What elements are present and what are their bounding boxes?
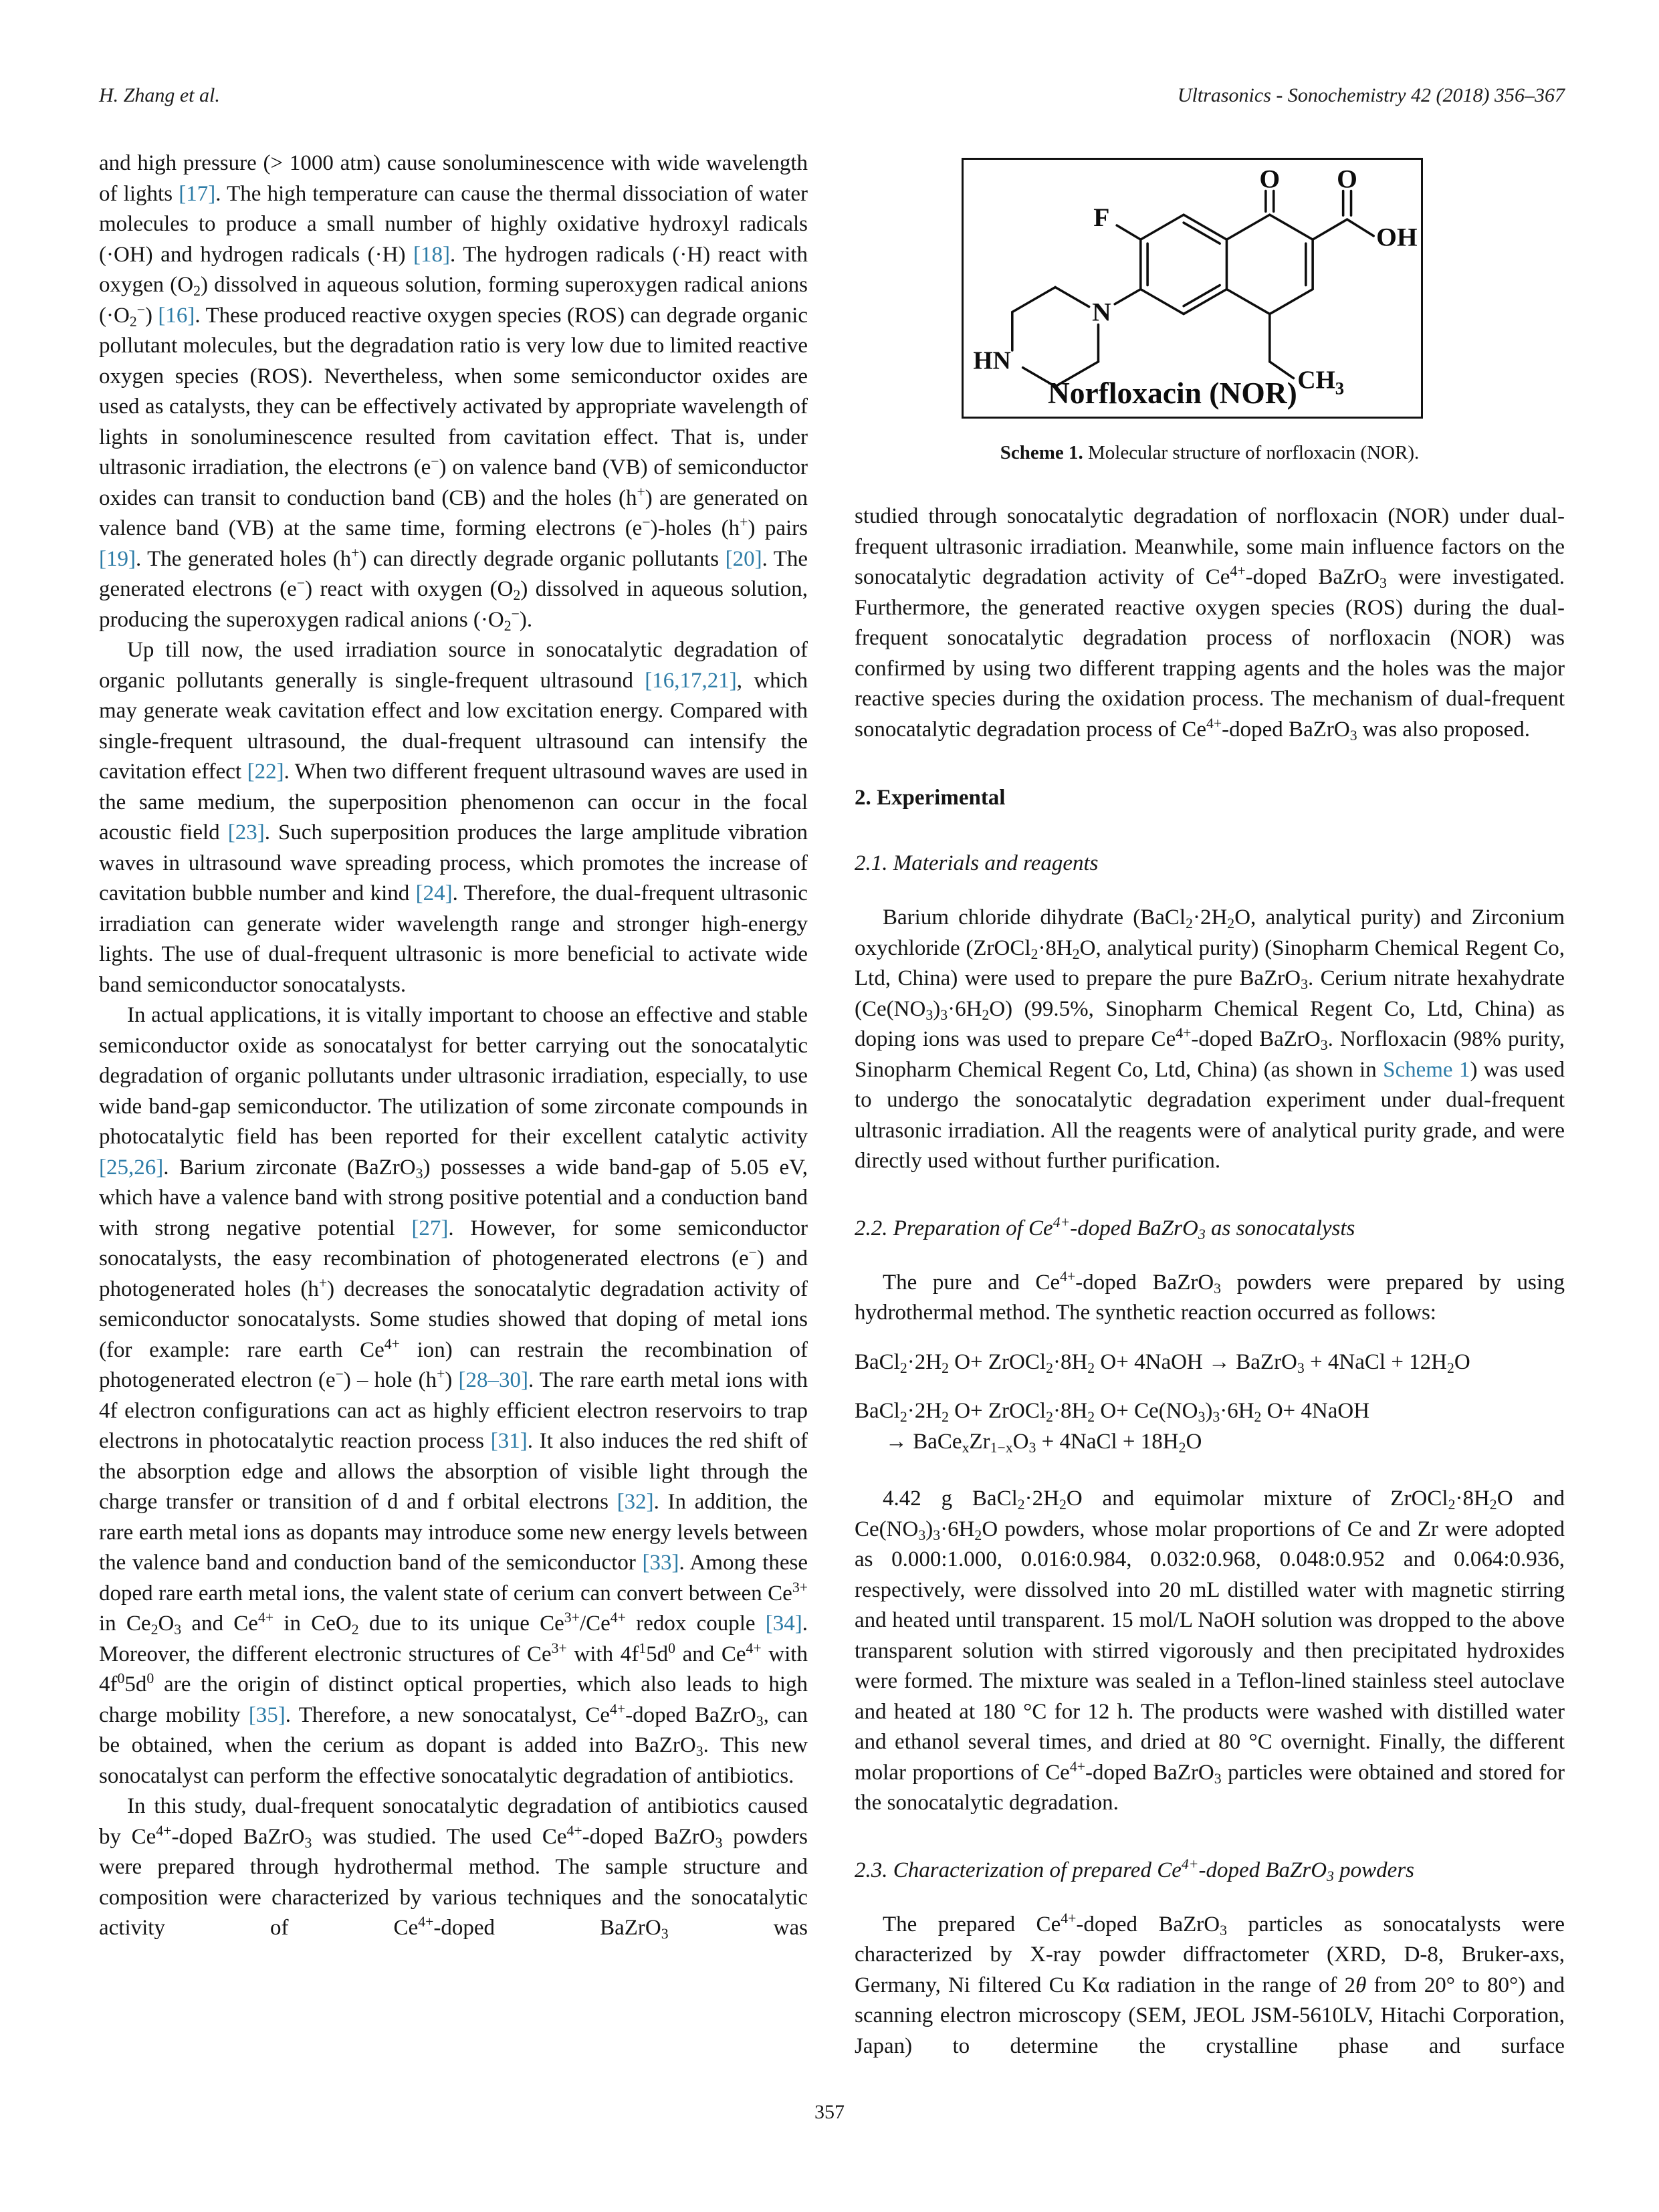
scheme-1-figure bbox=[855, 158, 1565, 465]
citation-link[interactable]: [34] bbox=[765, 1612, 802, 1636]
reaction-equation-1: $BaCl_2\cdot 2H_2$ $O+ ZrOCl_2\cdot 8H_2$ O+ 4NaOH → BaZrO$_3$ + 4NaCl + $12H_2O$ bbox=[855, 1349, 1470, 1376]
paragraph-sonoluminescence: and high pressure (> 1000 atm) cause sonoluminescence with wide wavelength of lights [17]. The high temperature can cause the thermal dissociation of water molecules to produce a small number of highly oxidative hydroxyl radicals (·OH) and hydrogen radicals (·H) [18]. The hydrogen radicals (·H) react with oxygen $(O_2)$ dissolved in aqueous solution, forming superoxygen radical anions $(\cdot O_2^-)$ [16]. These produced reactive oxygen species (ROS) can degrade organic pollutant molecules, but the degradation ratio is very low due to limited reactive oxygen species (ROS). Nevertheless, when some semiconductor oxides are used as catalysts, they can be effectively activated by appropriate wavelength of lights in sonoluminescence resulted from cavitation effect. That is, under ultrasonic irradiation, the electrons (e−) on valence band (VB) of semiconductor oxides can transit to conduction band (CB) and the holes (h+) are generated on valence band (VB) at the same time, forming electrons (e−)-holes (h+) pairs [19]. The generated holes (h+) can directly degrade organic pollutants [20]. The generated electrons (e−) react with oxygen $(O_2)$ dissolved in aqueous solution, producing the superoxygen radical anions $(\cdot O_2^-)$. bbox=[99, 151, 808, 634]
running-head-authors: H. Zhang et al. bbox=[99, 84, 220, 106]
citation-link[interactable]: [24] bbox=[415, 881, 453, 905]
ethyl-group bbox=[1270, 314, 1294, 378]
citation-link[interactable]: [17] bbox=[179, 181, 216, 206]
ketone-group bbox=[1266, 191, 1274, 212]
paragraph-in-this-study: In this study, dual-frequent sonocatalytic degradation of antibiotics caused by $Ce^{4+}$-doped BaZrO$_3$ was studied. The used $Ce^{4+}$-doped BaZrO$_3$ powders were prepared through hydrothermal method. The sample structure and composition were characterized by various techniques and the sonocatalytic activity of $Ce^{4+}$-doped BaZrO$_3$ was bbox=[99, 1794, 808, 1943]
benzene-ring bbox=[1141, 215, 1227, 314]
paragraph-up-till-now: Up till now, the used irradiation source in sonocatalytic degradation of organic pollutants generally is single-frequent ultrasound [16,17,21], which may generate weak cavitation effect and low excitation energy. Compared with single-frequent ultrasound, the dual-frequent ultrasound can intensify the cavitation effect [22]. When two different frequent ultrasound waves are used in the same medium, the superposition phenomenon can occur in the focal acoustic field [23]. Such superposition produces the large amplitude vibration waves in ultrasound wave spreading process, which promotes the increase of cavitation bubble number and kind [24]. Therefore, the dual-frequent ultrasonic irradiation can generate wider wavelength range and stronger high-energy lights. The use of dual-frequent ultrasonic is more beneficial to activate wide band semiconductor sonocatalysts. bbox=[99, 638, 808, 997]
citation-link[interactable]: [22] bbox=[247, 760, 284, 784]
section-2-heading: 2. Experimental bbox=[855, 786, 1006, 810]
running-head-journal: Ultrasonics - Sonochemistry 42 (2018) 356–367 bbox=[1177, 84, 1565, 106]
carboxylic-acid-group bbox=[1313, 191, 1373, 240]
scheme-molecule-box bbox=[962, 158, 1423, 419]
fluorine-label: F bbox=[1093, 202, 1110, 232]
pyridinone-ring bbox=[1226, 215, 1313, 314]
amine-label: HN bbox=[973, 346, 1011, 375]
paragraph-materials-reagents: Barium chloride dihydrate ($BaCl_2\cdot 2H_2O$, analytical purity) and Zirconium oxychloride ($ZrOCl_2\cdot 8H_2O$, analytical purity) (Sinopharm Chemical Regent Co, Ltd, China) were used to prepare the pure BaZrO$_3$. Cerium nitrate hexahydrate $(Ce(NO_3)_3\cdot 6H_2O)$ (99.5%, Sinopharm Chemical Regent Co, Ltd, China) as doping ions was used to prepare $Ce^{4+}$-doped BaZrO$_3$. Norfloxacin (98% purity, Sinopharm Chemical Regent Co, Ltd, China) (as shown in Scheme 1) was used to undergo the sonocatalytic degradation experiment under dual-frequent ultrasonic irradiation. All the reagents were of analytical purity grade, and were directly used without further purification. bbox=[855, 905, 1565, 1173]
reaction-equation-2-line2: → $BaCe_xZr_{1-x}O_3$ + 4NaCl + $18H_2O$ bbox=[885, 1429, 1202, 1456]
section-2-1-heading: 2.1. Materials and reagents bbox=[855, 851, 1099, 875]
norfloxacin-structure-diagram bbox=[964, 160, 1421, 417]
molecule-name-label: Norfloxacin (NOR) bbox=[1047, 376, 1297, 411]
citation-link[interactable]: [27] bbox=[411, 1216, 449, 1240]
citation-link[interactable]: [25,26] bbox=[99, 1155, 164, 1180]
scheme-caption bbox=[855, 440, 1565, 465]
ketone-oxygen-label: O bbox=[1259, 164, 1281, 194]
citation-link[interactable]: [23] bbox=[227, 820, 265, 845]
citation-link[interactable]: [32] bbox=[617, 1490, 654, 1514]
reaction-equation-2-line1: $BaCl_2\cdot 2H_2$ $O+ ZrOCl_2\cdot 8H_2$ $O+ Ce(NO_3)_3\cdot 6H_2$ O+ 4NaOH bbox=[855, 1399, 1370, 1426]
acid-oxygen-label: O bbox=[1337, 164, 1357, 194]
paragraph-characterization: The prepared $Ce^{4+}$-doped BaZrO$_3$ particles as sonocatalysts were characterized by X-ray powder diffractometer (XRD, D-8, Bruker-axs, Germany, Ni filtered Cu Kα radiation in the range of 2θ from 20° to 80°) and scanning electron microscopy (SEM, JEOL JSM-5610LV, Hitachi Corporation, Japan) to determine the crystalline phase and surface bbox=[855, 1910, 1565, 2058]
left-column bbox=[99, 148, 808, 1944]
nitrogen-label: N bbox=[1092, 297, 1111, 327]
paragraph-studied-through: studied through sonocatalytic degradation of norfloxacin (NOR) under dual-frequent ultrasonic irradiation. Meanwhile, some main influence factors on the sonocatalytic degradation activity of $Ce^{4+}$-doped BaZrO$_3$ were investigated. Furthermore, the generated reactive oxygen species (ROS) during the dual-frequent sonocatalytic degradation process of norfloxacin (NOR) was confirmed by using two different trapping agents and the holes was the major reactive species during the oxidation process. The mechanism of dual-frequent sonocatalytic degradation process of $Ce^{4+}$-doped BaZrO$_3$ was also proposed. bbox=[855, 504, 1565, 744]
piperazine-ring bbox=[1012, 288, 1141, 386]
paragraph-preparation-body: 4.42 g $BaCl_2\cdot 2H_2O$ and equimolar mixture of $ZrOCl_2\cdot 8H_2O$ and $Ce(NO_3)_3\cdot 6H_2O$ powders, whose molar proportions of Ce and Zr were adopted as 0.000:1.000, 0.016:0.984, 0.032:0.968, 0.048:0.952 and 0.064:0.936, respectively, were dissolved into 20 mL distilled water with magnetic stirring and heated until transparent. 15 mol/L NaOH solution was dropped to the above transparent solution with stirred vigorously and then precipitated hydroxides were formed. The mixture was sealed in a Teflon-lined stainless steel autoclave and heated at 180 °C for 12 h. The products were washed with distilled water and ethanol several times, and dried at 80 °C overnight. Finally, the different molar proportions of $Ce^{4+}$-doped BaZrO$_3$ particles were obtained and stored for the sonocatalytic degradation. bbox=[855, 1486, 1565, 1815]
hydroxyl-label: OH bbox=[1376, 222, 1418, 252]
citation-link[interactable]: [18] bbox=[413, 242, 450, 267]
citation-link[interactable]: [19] bbox=[99, 546, 136, 571]
citation-link[interactable]: [16,17,21] bbox=[645, 668, 737, 693]
citation-link[interactable]: [20] bbox=[725, 546, 762, 571]
paragraph-preparation-intro: The pure and $Ce^{4+}$-doped BaZrO$_3$ powders were prepared by using hydrothermal method. The synthetic reaction occurred as follows: bbox=[855, 1268, 1565, 1325]
fluorine-bond bbox=[1117, 225, 1141, 239]
scheme-caption-text: Molecular structure of norfloxacin (NOR). bbox=[1083, 442, 1420, 463]
citation-link[interactable]: [16] bbox=[158, 303, 195, 328]
citation-link[interactable]: [33] bbox=[642, 1551, 679, 1575]
citation-link[interactable]: [31] bbox=[490, 1429, 528, 1453]
paragraph-in-actual-applications: In actual applications, it is vitally important to choose an effective and stable semiconductor oxide as sonocatalyst for better carrying out the sonocatalytic degradation of organic pollutants under ultrasonic irradiation, especially, to use wide band-gap semiconductor. The utilization of some zirconate compounds in photocatalytic field has been reported for their excellent catalytic activity [25,26]. Barium zirconate (BaZrO$_3$) possesses a wide band-gap of 5.05 eV, which have a valence band with strong positive potential and a conduction band with strong negative potential [27]. However, for some semiconductor sonocatalysts, the easy recombination of photogenerated electrons (e−) and photogenerated holes (h+) decreases the sonocatalytic degradation activity of semiconductor sonocatalysts. Some studies showed that doping of metal ions (for example: rare earth $Ce^{4+}$ ion) can restrain the recombination of photogenerated electron (e−) – hole (h+) [28–30]. The rare earth metal ions with 4f electron configurations can act as highly efficient electron reservoirs to trap electrons in photocatalytic reaction process [31]. It also induces the red shift of the absorption edge and allows the absorption of visible light through the charge transfer or transition of d and f orbital electrons [32]. In addition, the rare earth metal ions as dopants may introduce some new energy levels between the valence band and conduction band of the semiconductor [33]. Among these doped rare earth metal ions, the valent state of cerium can convert between $Ce^{3+}$ in $Ce_2O_3$ and $Ce^{4+}$ in CeO$_2$ due to its unique $Ce^{3+}/Ce^{4+}$ redox couple [34]. Moreover, the different electronic structures of $Ce^{3+}$ with $4f^15d^0$ and $Ce^{4+}$ with $4f^05d^0$ are the origin of distinct optical properties, which also leads to high charge mobility [35]. Therefore, a new sonocatalyst, $Ce^{4+}$-doped BaZrO$_3$, can be obtained, when the cerium as dopant is added into BaZrO$_3$. This new sonocatalyst can perform the effective sonocatalytic degradation of antibiotics. bbox=[99, 1003, 808, 1788]
right-column bbox=[855, 148, 1565, 2062]
methyl-label: $CH_3$ bbox=[1297, 366, 1345, 399]
scheme-caption-label: Scheme 1. bbox=[1000, 442, 1083, 463]
citation-link[interactable]: [28–30] bbox=[458, 1368, 528, 1392]
reaction-equation-2 bbox=[855, 1396, 1565, 1457]
section-2-2-heading: 2.2. Preparation of $Ce^{4+}$-doped BaZrO$_3$ as sonocatalysts bbox=[855, 1214, 1355, 1242]
citation-link[interactable]: Scheme 1 bbox=[1383, 1057, 1470, 1082]
section-2-3-heading: 2.3. Characterization of prepared $Ce^{4+}$-doped BaZrO$_3$ powders bbox=[855, 1856, 1415, 1884]
page-number: 357 bbox=[814, 2101, 845, 2123]
citation-link[interactable]: [35] bbox=[248, 1702, 286, 1727]
